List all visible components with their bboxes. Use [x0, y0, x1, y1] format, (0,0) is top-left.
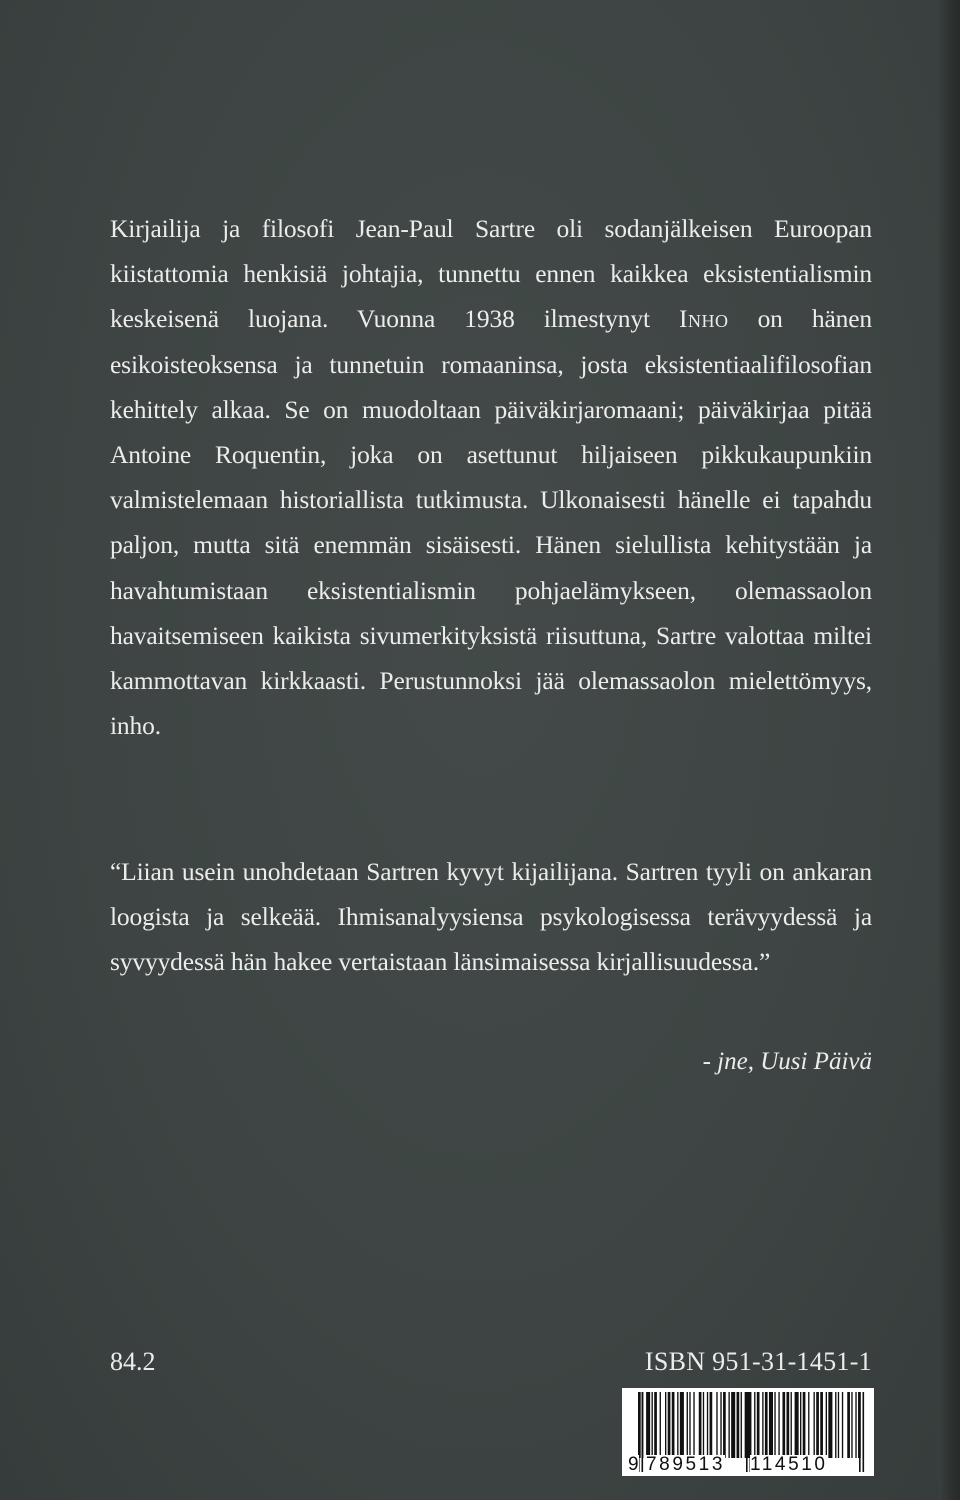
- isbn-barcode: [622, 1388, 874, 1476]
- review-attribution: - jne, Uusi Päivä: [702, 1048, 872, 1075]
- blurb-text-part2: on hänen esikoisteoksensa ja tunnetuin romaaninsa, josta eksistentiaalifilosofian kehittely alkaa. Se on muodoltaan päiväkirjaromaani; päiväkirjaa pitää Antoine Roquentin, joka on asettunut hiljaiseen pikkukaupunkiin valmistelemaan historiallista tutkimusta. Ulkonaisesti hänelle ei tapahdu paljon, mutta sitä enemmän sisäisesti. Hänen sielullista kehitystään ja havahtumistaan eksistentialismin pohjaelämykseen, olemassaolon havaitsemiseen kaikista sivumerkityksistä riisuttuna, Sartre valottaa miltei kammottavan kirkkaasti. Perustunnoksi jää olemassaolon mielettömyys, inho.: [110, 304, 872, 741]
- blurb-paragraph: [110, 206, 872, 748]
- barcode-digits-right: 114510: [750, 1454, 828, 1475]
- book-title-inline: Inho: [679, 304, 729, 334]
- blurb-text-part1: Kirjailija ja filosofi Jean-Paul Sartre oli sodanjälkeisen Euroopan kiistattomia henkisiä johtajia, tunnettu ennen kaikkea eksistentialismin keskeisenä luojana. Vuonna 1938 ilmestynyt: [110, 214, 872, 334]
- spine-edge: [938, 0, 960, 1500]
- isbn-number: ISBN 951-31-1451-1: [644, 1347, 872, 1376]
- barcode-digits-left: 789513: [646, 1454, 726, 1475]
- price-code: 84.2: [110, 1347, 156, 1376]
- review-quote: “Liian usein unohdetaan Sartren kyvyt kijailijana. Sartren tyyli on ankaran loogista ja selkeää. Ihmisanalyysiensa psykologisessa terävyydessä ja syvyydessä hän hakee vertaistaan länsimaisessa kirjallisuudessa.”: [110, 857, 872, 977]
- barcode-digit-first: 9: [628, 1454, 639, 1475]
- barcode-bars: [622, 1388, 874, 1476]
